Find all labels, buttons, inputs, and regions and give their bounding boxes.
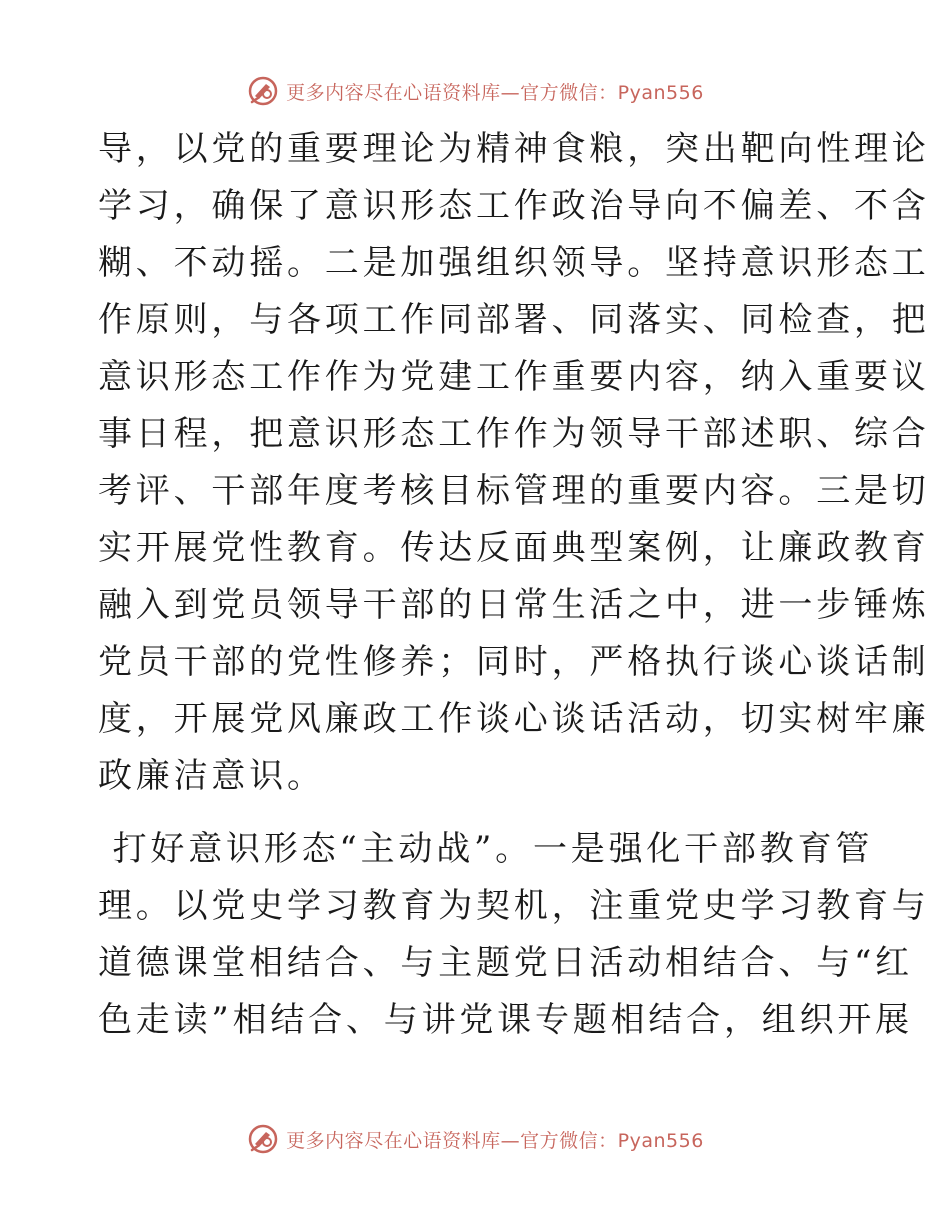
brand-logo-icon	[246, 74, 280, 108]
text-line: 度，开展党风廉政工作谈心谈话活动，切实树牢廉	[98, 699, 930, 739]
paragraph	[98, 121, 930, 805]
watermark-header	[0, 71, 950, 111]
text-line: 打好意识形态“主动战”。一是强化干部教育管	[98, 829, 874, 869]
text-line: 理。以党史学习教育为契机，注重党史学习教育与	[98, 886, 930, 926]
text-line: 融入到党员领导干部的日常生活之中，进一步锤炼	[98, 585, 930, 625]
text-line: 色走读”相结合、与讲党课专题相结合，组织开展	[98, 1000, 913, 1040]
text-line: 作原则，与各项工作同部署、同落实、同检查，把	[98, 300, 930, 340]
brand-logo-icon	[246, 1122, 280, 1156]
text-line: 意识形态工作作为党建工作重要内容，纳入重要议	[98, 357, 930, 397]
text-line: 事日程，把意识形态工作作为领导干部述职、综合	[98, 414, 930, 454]
watermark-text: 更多内容尽在心语资料库—官方微信：Pyan556	[286, 1129, 704, 1152]
paragraph	[98, 821, 930, 1049]
text-line: 政廉洁意识。	[98, 756, 325, 796]
watermark-text: 更多内容尽在心语资料库—官方微信：Pyan556	[286, 81, 704, 104]
text-line: 考评、干部年度考核目标管理的重要内容。三是切	[98, 471, 930, 511]
text-line: 学习，确保了意识形态工作政治导向不偏差、不含	[98, 186, 930, 226]
text-line: 实开展党性教育。传达反面典型案例，让廉政教育	[98, 528, 930, 568]
watermark-footer	[0, 1119, 950, 1159]
document-body	[98, 121, 930, 1049]
text-line: 道德课堂相结合、与主题党日活动相结合、与“红	[98, 943, 913, 983]
text-line: 党员干部的党性修养；同时，严格执行谈心谈话制	[98, 642, 930, 682]
text-line: 导，以党的重要理论为精神食粮，突出靶向性理论	[98, 129, 930, 169]
text-line: 糊、不动摇。二是加强组织领导。坚持意识形态工	[98, 243, 930, 283]
